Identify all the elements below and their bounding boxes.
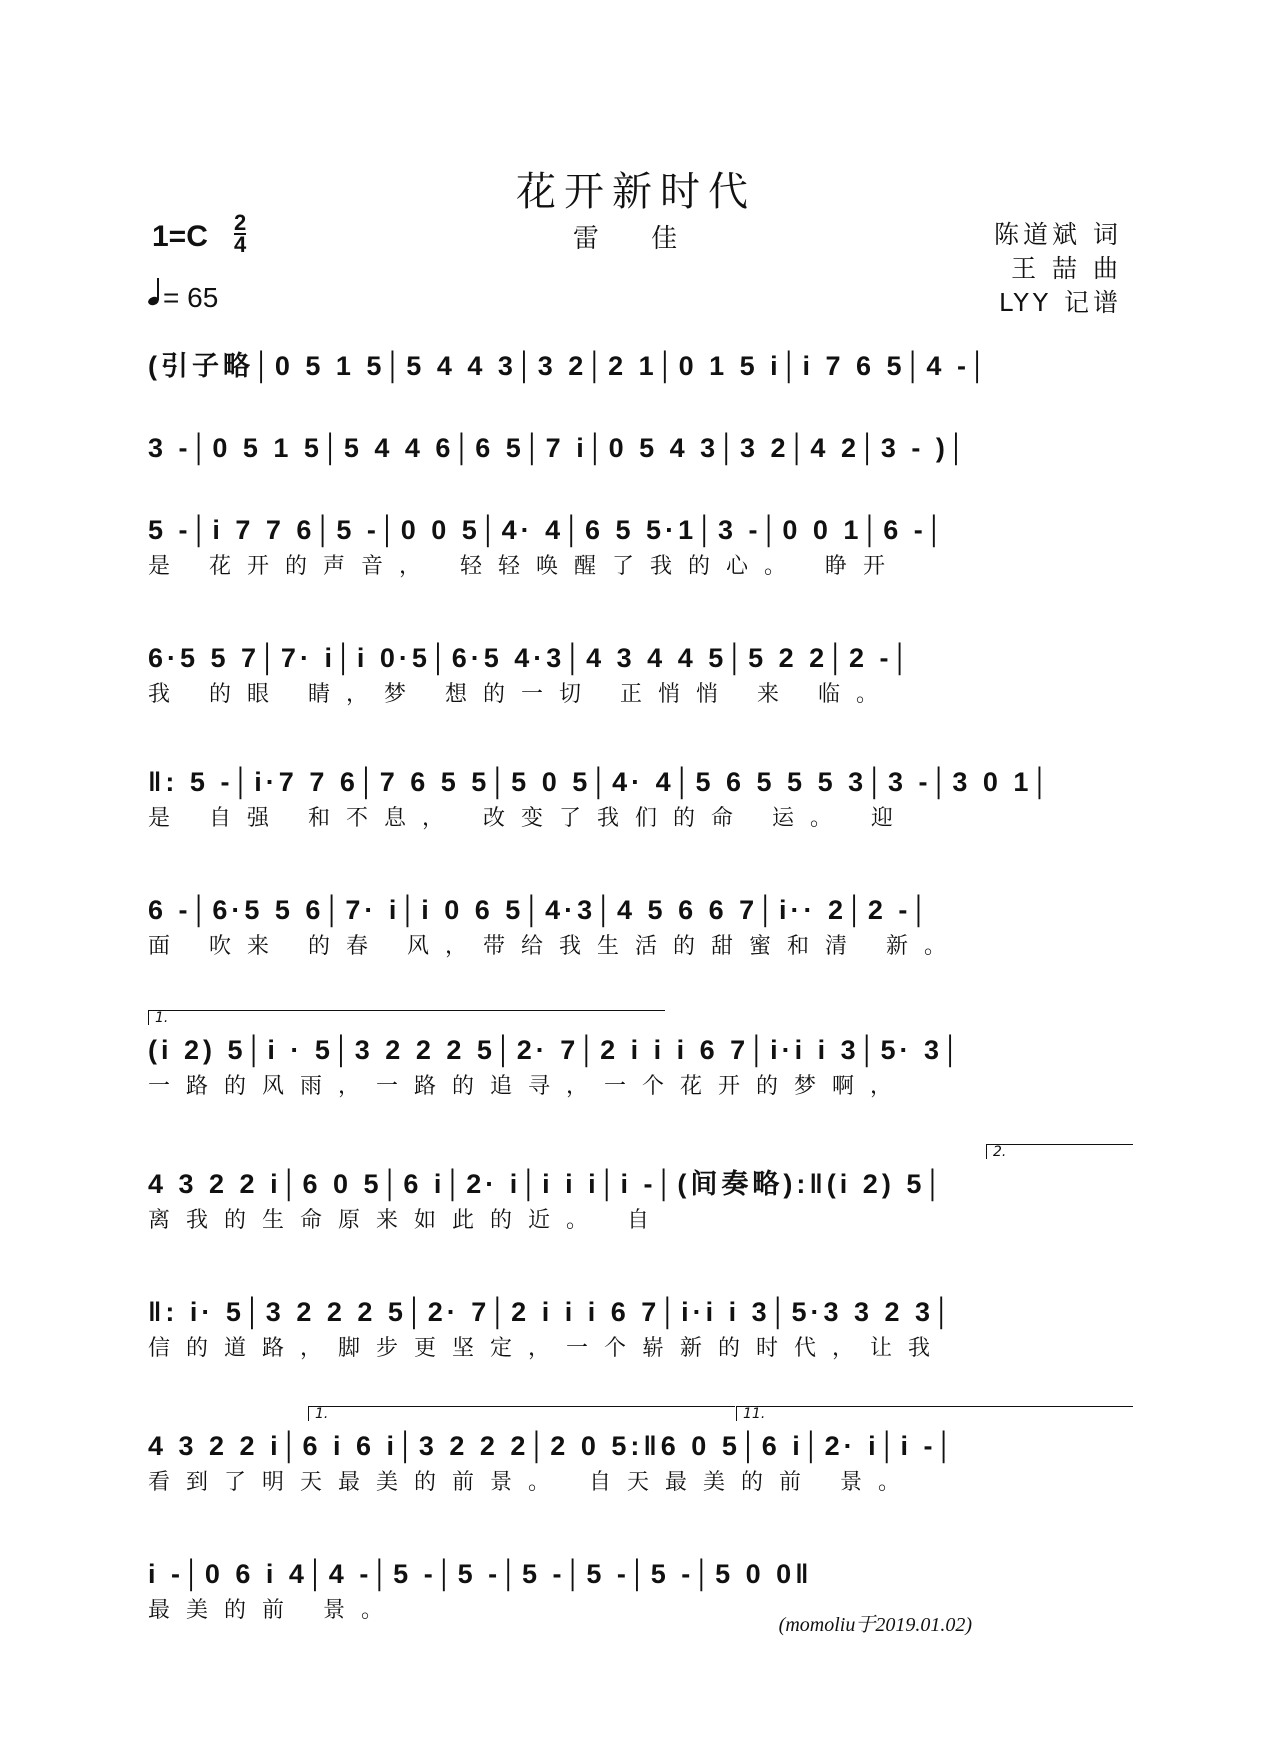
score-row-4 [148, 638, 1128, 722]
score-row-8 [148, 1144, 1128, 1248]
song-title: 花开新时代 [516, 169, 756, 215]
time-bottom: 4 [234, 232, 247, 257]
notation: 5 -│i 7 7 6│5 -│0 0 5│4· 4│6 5 5·1│3 -│0 0 1│6 -│ [148, 515, 948, 545]
notation: 6·5 5 7│7· i│i 0·5│6·5 4·3│4 3 4 4 5│5 2 2│2 -│ [148, 643, 914, 673]
lyricist: 陈道斌 词 [994, 220, 1122, 249]
volta-second-b: 11. [736, 1406, 1133, 1421]
lyrics [148, 386, 1128, 420]
score-row-5 [148, 762, 1128, 846]
time-signature [234, 210, 247, 257]
notation: 4 3 2 2 i│6 0 5│6 i│2· i│i i i│i -│(间奏略):‖(i 2) 5│ [148, 1169, 947, 1199]
lyrics: 一路的风雨，一路的追寻，一个花开的梦啊， [148, 1074, 909, 1099]
lyrics: 看到了明天最美的前景。 自天最美的前 景。 [148, 1470, 916, 1495]
tempo-value: = 65 [163, 282, 219, 313]
credits [994, 218, 1122, 320]
key-signature: 1=C [152, 220, 208, 253]
composer: 王 喆 曲 [1011, 254, 1122, 283]
notation: 3 -│0 5 1 5│5 4 4 6│6 5│7 i│0 5 4 3│3 2│4 2│3 - )│ [148, 433, 970, 463]
score-row-6 [148, 890, 1128, 974]
singer-name: 雷 佳 [572, 224, 700, 254]
lyrics: 是 自强 和不息， 改变了我们的命 运。 迎 [148, 806, 909, 831]
lyrics: 最美的前 景。 [148, 1598, 399, 1623]
tempo-marking [148, 282, 218, 314]
notation: ‖: i· 5│3 2 2 2 5│2· 7│2 i i i 6 7│i·i i 3│5·3 3 2 3│ [148, 1297, 955, 1327]
transcription-note: (momoliu于2019.01.02) [778, 1614, 972, 1636]
notation: (引子略│0 5 1 5│5 4 4 3│3 2│2 1│0 1 5 i│i 7 6 5│4 -│ [148, 351, 991, 381]
score-row-7 [148, 1010, 1128, 1114]
score-row-10 [148, 1406, 1128, 1510]
volta-second: 2. [986, 1144, 1133, 1159]
lyrics: 面 吹来 的春 风，带给我生活的甜蜜和清 新。 [148, 934, 962, 959]
volta-first-b: 1. [308, 1406, 735, 1421]
notation: 6 -│6·5 5 6│7· i│i 0 6 5│4·3│4 5 6 6 7│i·· 2│2 -│ [148, 895, 933, 925]
notation: i -│0 6 i 4│4 -│5 -│5 -│5 -│5 -│5 -│5 0 0‖ [148, 1559, 813, 1589]
lyrics: 是 花开的声音， 轻轻唤醒了我的心。 睁开 [148, 554, 901, 579]
volta-first: 1. [148, 1010, 665, 1025]
notation: (i 2) 5│i · 5│3 2 2 2 5│2· 7│2 i i i 6 7│i·i i 3│5· 3│ [148, 1035, 964, 1065]
notation: 4 3 2 2 i│6 i 6 i│3 2 2 2│2 0 5:‖6 0 5│6 i│2· i│i -│ [148, 1431, 958, 1461]
lyrics: 离我的生命原来如此的近。 自 [148, 1208, 665, 1233]
time-top: 2 [234, 210, 247, 235]
notation: ‖: 5 -│i·7 7 6│7 6 5 5│5 0 5│4· 4│5 6 5 5 5 3│3 -│3 0 1│ [148, 767, 1054, 797]
score-row-3 [148, 510, 1128, 594]
lyrics: 我 的眼 睛，梦 想的一切 正悄悄 来 临。 [148, 682, 894, 707]
score-row-2 [148, 428, 1128, 512]
transcriber: LYY 记谱 [998, 288, 1122, 317]
lyrics: 信的道路，脚步更坚定，一个崭新的时代，让我 [148, 1336, 947, 1361]
score-row-1 [148, 346, 1128, 430]
score-row-9 [148, 1292, 1128, 1376]
lyrics [148, 468, 1128, 502]
score-row-11 [148, 1554, 1128, 1638]
